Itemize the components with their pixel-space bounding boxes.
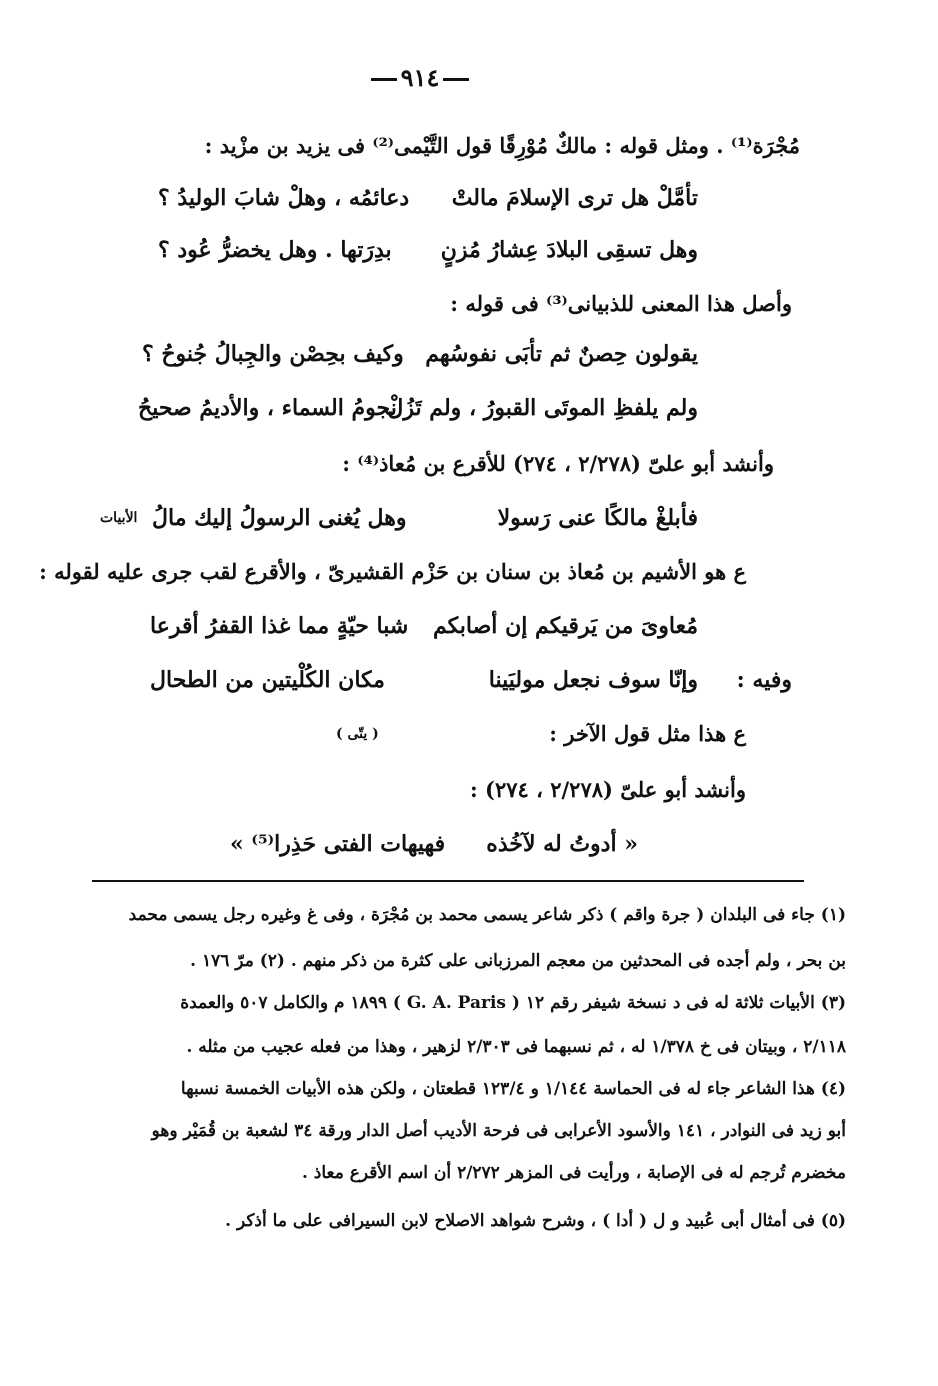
verse-1-second-hemistich: دعائمُه ، وهلْ شابَ الوليدُ ؟ <box>158 185 410 211</box>
verse-7-prefix: وفيه : <box>736 667 792 693</box>
page-number <box>360 58 480 98</box>
body-line-1: مُجْرَة⁽¹⁾ . ومثل قوله : مالكٌ مُوْرِقًا قول التَّيْمى⁽²⁾ فى يزيد بن مزْيد : <box>204 133 800 158</box>
footnote-line-5: (٤) هذا الشاعر جاء له فى الحماسة ١/١٤٤ و ١٢٣/٤ قطعتان ، ولكن هذه الأبيات الخمسة نسبها <box>180 1079 846 1099</box>
verse-6-first-hemistich: مُعاوىَ من يَرقيكم إن أصابكم <box>433 613 698 639</box>
verse-4-first-hemistich: ولم يلفظِ الموتَى القبورُ ، ولم تَزُلْ <box>387 395 698 421</box>
verse-5-note: الأبيات <box>100 510 138 526</box>
footnote-line-7: مخضرم تُرجم له فى الإصابة ، ورأيت فى المزهر ٢/٢٧٢ أن اسم الأقرع معاذ . <box>301 1163 846 1183</box>
page-number-dash-left <box>371 78 397 81</box>
footnote-line-6: أبو زيد فى النوادر ، ١٤١ والأسود الأعرابى فى فرحة الأديب أصل الدار ورقة ٣٤ لشعبة بن قُمَيْر وهو <box>151 1121 846 1141</box>
verse-5-second-hemistich: وهل يُغنى الرسولُ إليك مالُ <box>152 505 407 531</box>
verse-7-first-hemistich: وإنّا سوف نجعل موليَينا <box>488 667 698 693</box>
body-line-6: وأنشد أبو علىّ (٢/٢٧٨ ، ٢٧٤) : <box>469 777 746 802</box>
page-number-dash-right <box>443 78 469 81</box>
body-line-5-note: ( يتّى ) <box>336 726 379 742</box>
verse-2-first-hemistich: وهل تسقِى البلادَ عِشارُ مُزنٍ <box>440 237 698 263</box>
verse-6-second-hemistich: شبا حيّةٍ مما غذا القفرُ أقرعا <box>150 613 409 639</box>
verse-8-second-hemistich: فهيهات الفتى حَذِرا⁽⁵⁾ » <box>230 831 446 857</box>
footnote-line-8: (٥) فى أمثال أبى عُبيد و ل ( أدا ) ، وشرح شواهد الاصلاح لابن السيرافى على ما أذكر . <box>225 1211 846 1231</box>
verse-4-second-hemistich: نجومُ السماء ، والأديمُ صحيحُ <box>138 395 397 421</box>
page-number-value: ٩١٤ <box>400 63 440 92</box>
body-line-3: وأنشد أبو علىّ (٢/٢٧٨ ، ٢٧٤) للأقرع بن مُعاذ⁽⁴⁾ : <box>342 451 774 476</box>
body-line-5: ع هذا مثل قول الآخر : <box>549 721 746 746</box>
footnote-separator <box>92 880 804 882</box>
body-line-4: ع هو الأشيم بن مُعاذ بن سنان بن حَزْم القشيرىّ ، والأقرع لقب جرى عليه لقوله : <box>39 559 746 584</box>
footnote-line-2: بن بحر ، ولم أجده فى المحدثين من معجم المرزبانى على كثرة من ذكر منهم . (٢) مرّ ١٧٦ . <box>190 951 846 971</box>
verse-8-first-hemistich: « أدوتُ له لآخُذه <box>486 831 638 857</box>
footnote-line-1: (١) جاء فى البلدان ( جرة واقم ) ذكر شاعر يسمى محمد بن مُجْرَة ، وفى غ وغيره رجل يسمى محمد <box>128 905 846 925</box>
verse-3-first-hemistich: يقولون حِصنٌ ثم تأبَى نفوسُهم <box>425 341 698 367</box>
verse-5-first-hemistich: فأبلغْ مالكًا عنى رَسولا <box>497 505 698 531</box>
footnote-line-4: ٢/١١٨ ، وبيتان فى خ ١/٣٧٨ له ، ثم نسبهما فى ٢/٣٠٣ لزهير ، وهذا من فعله عجيب من مثله . <box>186 1037 846 1057</box>
footnote-line-3: (٣) الأبيات ثلاثة له فى د نسخة شيفر رقم ١٢ ( G. A. Paris ) ١٨٩٩ م والكامل ٥٠٧ والعمدة <box>180 993 846 1013</box>
verse-7-second-hemistich: مكان الكُلْيتين من الطحال <box>150 667 385 693</box>
body-line-2: وأصل هذا المعنى للذبيانى⁽³⁾ فى قوله : <box>450 291 792 316</box>
verse-3-second-hemistich: وكيف بحِصْن والجِبالُ جُنوحُ ؟ <box>142 341 404 367</box>
verse-1-first-hemistich: تأمَّلْ هل ترى الإسلامَ مالتْ <box>451 185 698 211</box>
verse-2-second-hemistich: بدِرَتها . وهل يخضرُّ عُود ؟ <box>158 237 392 263</box>
